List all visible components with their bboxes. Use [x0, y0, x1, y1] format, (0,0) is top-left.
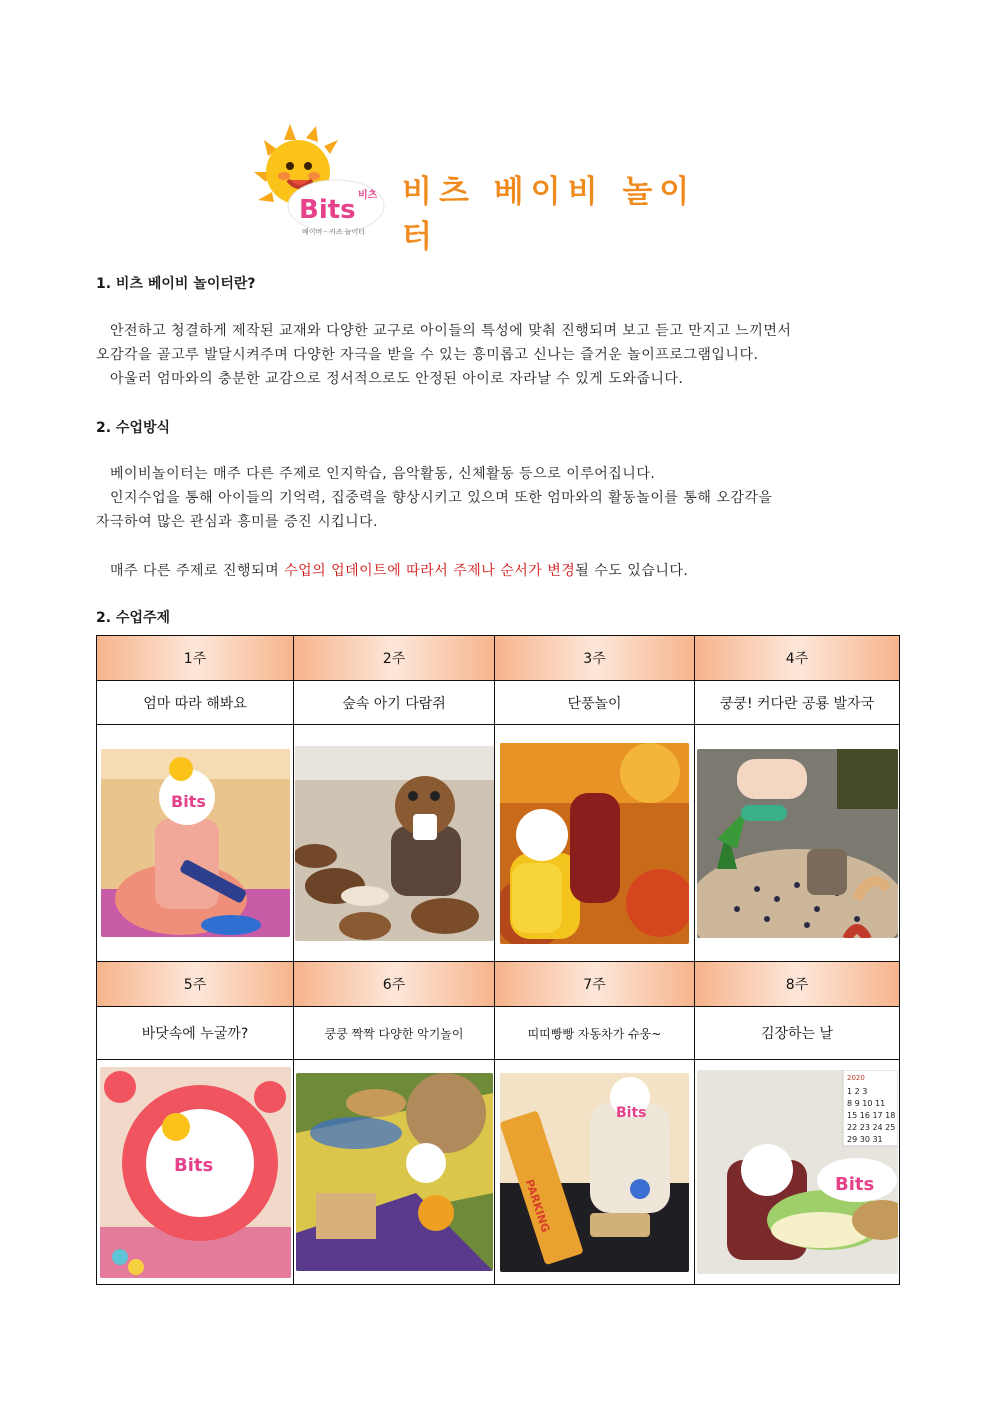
week-cell: 6주: [294, 962, 495, 1007]
section-1-title: 1. 비츠 베이비 놀이터란?: [96, 276, 256, 292]
section-1-line: 오감각을 골고루 발달시켜주며 다양한 자극을 받을 수 있는 흥미롭고 신나는 즐거운 놀이프로그램입니다.: [96, 347, 759, 363]
note-text-end: 될 수도 있습니다.: [575, 563, 689, 579]
photo-logo-text: Bits: [173, 1154, 213, 1176]
week-cell: 8주: [695, 962, 900, 1007]
section-2-line: 자극하여 많은 관심과 흥미를 증진 시킵니다.: [96, 514, 379, 530]
topic-cell: 띠띠빵빵 자동차가 슈웅~: [495, 1007, 695, 1060]
week-cell: 7주: [495, 962, 695, 1007]
photo-week-3: [500, 743, 689, 944]
section-2-note: [96, 559, 896, 583]
page-header: [250, 122, 730, 255]
logo-subtitle: 베이비 · 키즈 놀이터: [302, 228, 365, 236]
calendar-row: 1 2 3: [846, 1087, 867, 1096]
photo-cell: [294, 725, 495, 962]
photo-week-4: [697, 749, 898, 938]
week-cell: 5주: [97, 962, 294, 1007]
page-title: 비츠 베이비 놀이터: [402, 174, 697, 255]
photo-week-7: [500, 1073, 689, 1272]
calendar-row: 29 30 31: [846, 1135, 883, 1144]
section-1-line: 아울러 엄마와의 충분한 교감으로 정서적으로도 안정된 아이로 자라날 수 있게 도와줍니다.: [110, 371, 684, 387]
week-cell: 3주: [495, 636, 695, 681]
topic-cell: 단풍놀이: [495, 681, 695, 725]
photo-logo-text: Bits: [170, 792, 206, 811]
schedule-table: [96, 635, 900, 1285]
topic-row: [97, 681, 900, 725]
topic-row: [97, 1007, 900, 1060]
section-2-line: 베이비놀이터는 매주 다른 주제로 인지학습, 음악활동, 신체활동 등으로 이루어집니다.: [110, 466, 656, 482]
week-header-row: [97, 962, 900, 1007]
photo-cell: [495, 725, 695, 962]
calendar-year: 2020: [846, 1074, 865, 1082]
note-text: 매주 다른 주제로 진행되며: [110, 563, 285, 579]
week-cell: 1주: [97, 636, 294, 681]
topic-cell: 엄마 따라 해봐요: [97, 681, 294, 725]
topic-cell: 쿵쿵 짝짝 다양한 악기놀이: [294, 1007, 495, 1060]
photo-week-2: [295, 746, 494, 941]
photo-cell: [695, 1060, 900, 1285]
photo-row: [97, 1060, 900, 1285]
photo-cell: [97, 1060, 294, 1285]
logo-small-text: 비츠: [358, 190, 378, 201]
calendar-row: 22 23 24 25: [846, 1123, 895, 1132]
topic-cell: 숲속 아기 다람쥐: [294, 681, 495, 725]
photo-cell: [695, 725, 900, 962]
section-2-title: 2. 수업방식: [96, 420, 171, 436]
calendar-row: 8 9 10 11: [846, 1099, 885, 1108]
photo-week-8: [697, 1070, 898, 1274]
photo-cell: [294, 1060, 495, 1285]
photo-row: [97, 725, 900, 962]
calendar-row: 15 16 17 18: [846, 1111, 895, 1120]
photo-cell: [97, 725, 294, 962]
photo-track-text: PARKING: [522, 1177, 553, 1234]
topic-cell: 바닷속에 누굴까?: [97, 1007, 294, 1060]
photo-week-6: [296, 1073, 493, 1271]
photo-week-1: [101, 749, 290, 937]
week-cell: 4주: [695, 636, 900, 681]
section-1-body: [96, 319, 896, 391]
bits-logo: [250, 122, 385, 240]
topic-cell: 김장하는 날: [695, 1007, 900, 1060]
section-2-line: 인지수업을 통해 아이들의 기억력, 집중력을 향상시키고 있으며 또한 엄마와의 활동놀이를 통해 오감각을: [110, 490, 773, 506]
week-header-row: [97, 636, 900, 681]
section-1-line: 안전하고 청결하게 제작된 교재와 다양한 교구로 아이들의 특성에 맞춰 진행되며 보고 듣고 만지고 느끼면서: [110, 323, 792, 339]
photo-logo-text: Bits: [616, 1104, 647, 1121]
section-2-body: [96, 462, 896, 534]
section-3-title: 2. 수업주제: [96, 610, 171, 626]
logo-wordmark: Bits: [299, 195, 356, 225]
photo-cell: [495, 1060, 695, 1285]
photo-week-5: [100, 1067, 291, 1278]
week-cell: 2주: [294, 636, 495, 681]
photo-logo-text: Bits: [834, 1174, 874, 1195]
note-highlight: 수업의 업데이트에 따라서 주제나 순서가 변경: [284, 563, 576, 579]
topic-cell: 쿵쿵! 커다란 공룡 발자국: [695, 681, 900, 725]
